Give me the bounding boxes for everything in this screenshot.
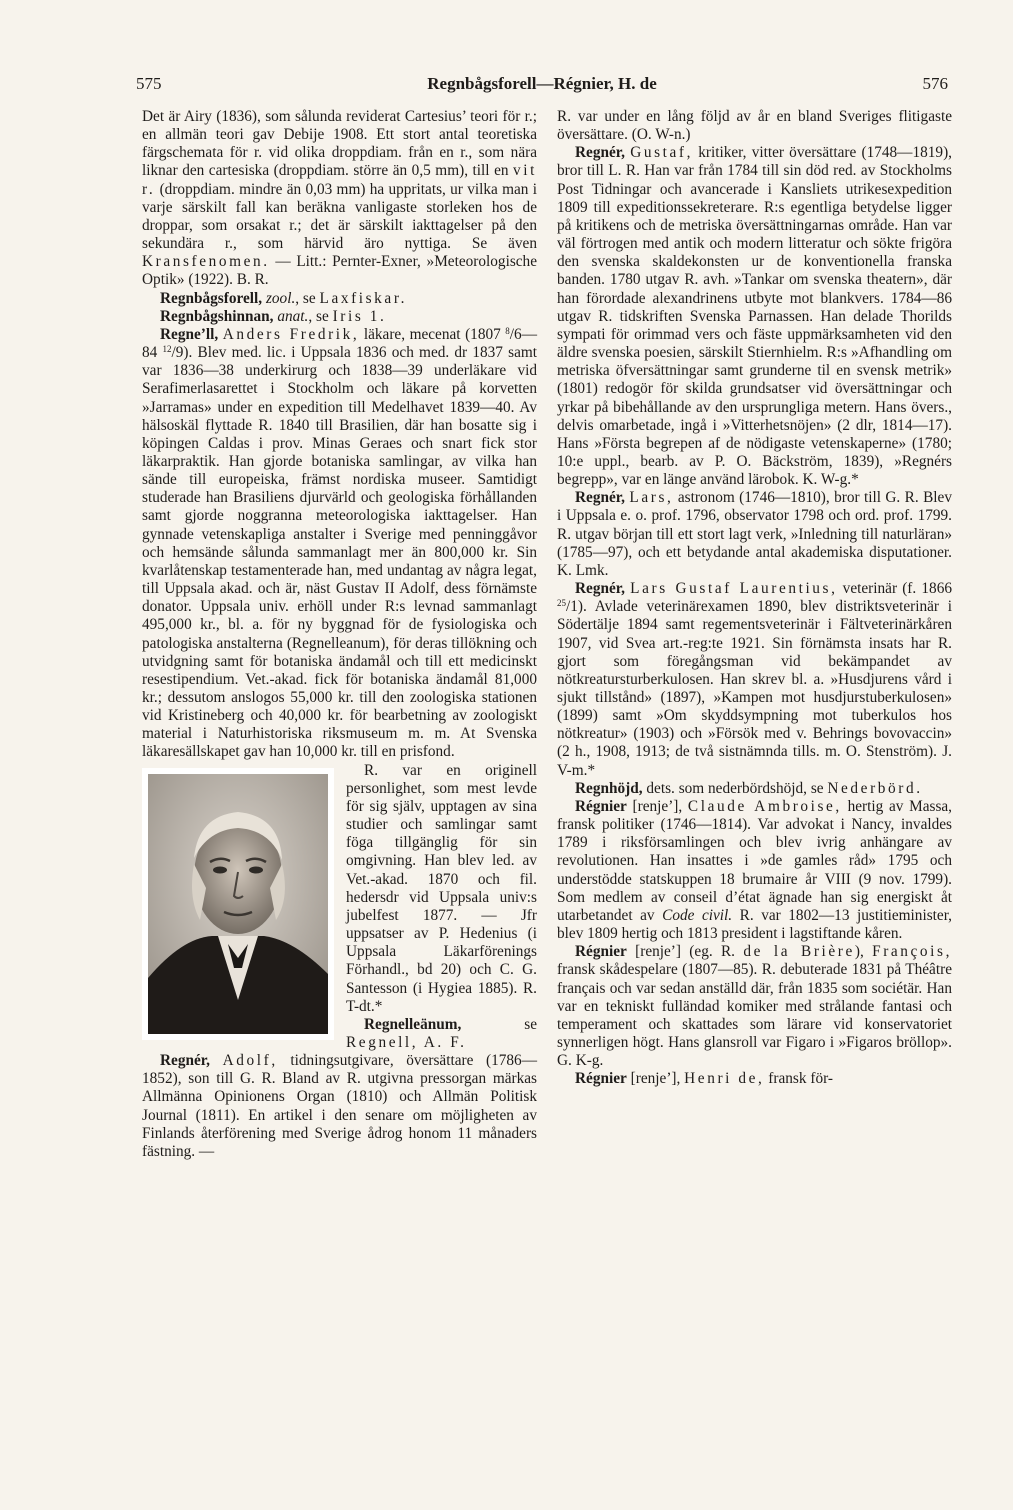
entry-regnier-henri: Régnier [renje’], Henri de, fransk för- <box>575 1070 833 1088</box>
left-column <box>142 108 537 1161</box>
entry-regner-adolf-continuation: R. var under en lång följd av år en bland Sveriges flitigaste översättare. (O. W-n.) <box>557 108 952 144</box>
right-column <box>557 108 952 1088</box>
entry-regnbage-continuation: Det är Airy (1836), som sålunda reviderat Cartesius’ teori för r.; en allmän teori gav Debije 1908. Ett stort antal teoretiska färgschemata för r. vid olika droppdiam. från en r., som nära liknar den cartesiska (droppdiam. större än 0,5 mm), till en vit r. (droppdiam. mindre än 0,03 mm) ha uppritats, ur vilka man i varje särskilt fall kan beräkna vanligaste storleken hos de droppar, som orsakat r.; det är särskilt iakttagelser på den sekundära r., som härvid äro nyttiga. Se även Kransfenomen. — Litt.: Pernter-Exner, »Meteorologische Optik» (1922). B. R. <box>142 108 537 289</box>
page-number-left: 575 <box>136 74 162 93</box>
entry-regnbagshinnan: Regnbågshinnan, anat., se Iris 1. <box>160 307 387 325</box>
portrait-illustration <box>142 768 334 1040</box>
entry-regnier-francois: Régnier [renje’] (eg. R. de la Brière), François, fransk skådespelare (1807—85). R. debuterade 1831 på Théâtre français och var sedan anställd där, från 1835 som sociétär. Han var en tekniskt fulländad komiker med strålande fantasi och temperament och skattades som lärare vid konservatoriet synnerligen högt. Hans glansroll var Figaro i »Figaros bröllop». G. K-g. <box>557 943 952 1070</box>
entry-regnbagsforell: Regnbågsforell, zool., se Laxfiskar. <box>160 289 408 307</box>
entry-regnelleanum: Regnelleänum, se Regnell, A. F. <box>346 1015 537 1051</box>
entry-regnhojd: Regnhöjd, dets. som nederbördshöjd, se Nederbörd. <box>575 779 923 797</box>
page-number-right: 576 <box>922 74 948 93</box>
header-title: Regnbågsforell—Régnier, H. de <box>427 74 657 93</box>
entry-regner-gustaf: Regnér, Gustaf, kritiker, vitter översättare (1748—1819), bror till L. R. Han var från 1784 till sin död red. av Stockholms Post Tidningar och avancerade i Kansliets utrikesexpedition 1809 till expeditionssekreterare. R:s egentliga betydelse ligger på kritikens och de metriska översättningarnas område. Han var väl förtrogen med antik och modern litteratur och sökte frigöra den svenska skaldekonsten ur de konventionella franska banden. 1780 utgav R. avh. »Tankar om svenska theatern», där han förordade alexandrinens utbyte mot blankvers. 1784—86 utgav R. tidskriften Svenska Parnassen. Han delade Thorilds sympati för orimmad vers och fäste uppmärksamheten vid den äldre svenska poesien, särskilt Stiernhielm. R:s »Afhandling om metriska öfversättningar samt grunderne til en svensk metrik» (1801) redogör för skilda grundsatser vid översättningar och yrkar på bibehållande av den ursprungliga metern. Hans övers., delvis omarbetade, ingå i »Vitterhetsnöjen» (2 dlr, 1814—17). Hans »Första begrepen af de nödigaste vetenskaperne» (1780; 10:e uppl., bearb. av P. O. Bäckström, 1839), »Regnérs begrepp», var en länge använd lärobok. K. W-g.* <box>557 144 952 489</box>
entry-regnell-continuation: R. var en originell personlighet, som mest levde för sig själv, upptagen av sina studier och samlingar samt föga tillgänglig för sin omgivning. Han blev led. av Vet.-akad. 1870 och fil. hedersdr vid Uppsala univ:s jubelfest 1877. — Jfr uppsatser av P. Hedenius (i Uppsala Läkarförenings Förhandl., bd 20) och C. G. Santesson (i Hygiea 1885). R. T-dt.* <box>346 761 537 1015</box>
entry-regner-lars-gustaf: Regnér, Lars Gustaf Laurentius, veterinär (f. 1866 $^{25}$/1). Avlade veterinärexamen 1890, blev distriktsveterinär i Södertälje 1894 samt regementsveterinär i Fältveterinärkåren 1907, vid Svea art.-reg:te 1921. Sin förnämsta insats har R. gjort som föregångsman vid bekämpandet av nötkreatursturberkulosen. Han skrev bl. a. »Husdjurens vård i sjukt tillstånd» (1897), »Kampen mot husdjurstuberkulosen» (1899) samt »Om skyddsympning mot tuberkulos hos nötkreatur» (1903) och »Försök med v. Behrings bovovaccin» (2 h., 1908, 1913; de två sistnämnda tills. m. O. Stenström). J. V-m.* <box>557 580 952 779</box>
entry-regnier-claude: Régnier [renje’], Claude Ambroise, hertig av Massa, fransk politiker (1746—1814). Var advokat i Nancy, invaldes 1789 i riksförsamlingen och blev ivrig anhängare av revolutionen. Han insattes i »de gamles råd» 1795 och understödde statskuppen 18 brumaire år VIII (9 nov. 1799). Som medlem av conseil d’état ägnade han sig energiskt åt utarbetandet av Code civil. R. var 1802—13 justitieminister, blev 1809 hertig och 1813 president i lagstiftande kåren. <box>557 797 953 943</box>
portrait-photo <box>142 768 334 1040</box>
running-header <box>136 74 948 98</box>
entry-regnell: Regne’ll, Anders Fredrik, läkare, mecenat (1807 $^8$/6—84 $^{12}$/9). Blev med. lic. i Uppsala 1836 och med. dr 1837 samt var 1836—38 underkirurg och 1838—39 underläkare vid Serafimerlasarettet i Stockholm och läkare på korvetten »Jarramas» under en expedition till Medelhavet 1839—40. Av hälsoskäl flyttade R. 1840 till Brasilien, där han bosatte sig i köpingen Caldas i prov. Minas Geraes och snart fick stor läkarpraktik. Han gjorde botaniska samlingar, av vilka han sände till europeiska, främst nordiska museer. Samtidigt studerade han Brasiliens djurvärld och geologiska förhållanden samt gjorde noggranna meteorologiska iakttagelser. Han gynnade vetenskapliga anstalter i Sverige med penninggåvor och hemsände sålunda sammanlagt mer än 800,000 kr. Sin kvarlåtenskap testamenterade han, med undantag av några legat, till Uppsala akad. och är, näst Gustav II Adolf, dess förnämste donator. Uppsala univ. erhöll under R:s levnad sammanlagt 495,000 kr., bl. a. för ny byggnad för de fysiologiska och patologiska anstalterna (Regnelleanum), för deras tillökning och utvidgning samt för botaniska ändamål och till ett medicinskt resestipendium. Vet.-akad. fick för botaniska ändamål 81,000 kr.; dessutom anslogos 55,000 kr. till den zoologiska stationen vid Kristineberg och 40,000 kr. för bearbetning av zoologiskt material i Naturhistoriska riksmuseum m. m. At Svenska läkaresällskapet gav han 10,000 kr. till en prisfond. <box>142 325 538 761</box>
entry-regner-lars: Regnér, Lars, astronom (1746—1810), bror till G. R. Blev i Uppsala e. o. prof. 1796, observator 1798 och ord. prof. 1799. R. utgav början till ett stort lagt verk, »Inledning till naturläran» (1785—97), och ett betydande antal akademiska disputationer. K. Lmk. <box>557 489 952 579</box>
entry-regner-adolf: Regnér, Adolf, tidningsutgivare, översättare (1786—1852), son till G. R. Bland av R. utgivna pressorgan märkas Allmänna Opinionens Organ (1810) och Allmän Politisk Journal (1811). En artikel i den senare om möjligheten av Finlands återförening med Sverige ådrog honom 11 månaders fästning. — <box>142 1052 537 1160</box>
